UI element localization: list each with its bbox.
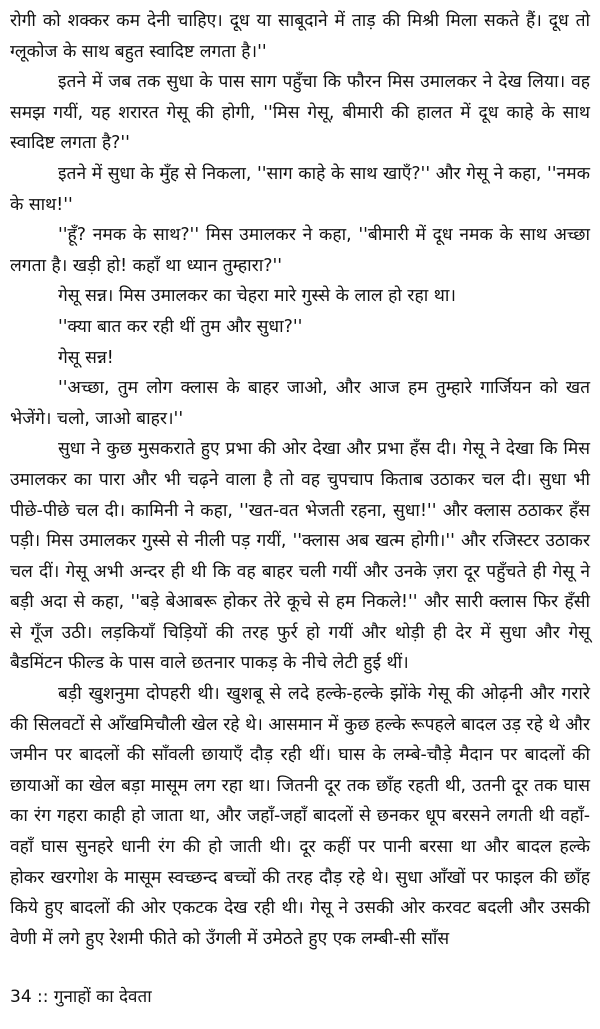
footer-separator: :: (37, 987, 49, 1007)
paragraph-10: बड़ी खुशनुमा दोपहरी थी। खुशबू से लदे हल्के-हल्के झोंके गेसू की ओढ़नी और गरारे की सिलवटों से आँखमिचौली खेल रहे थे। आसमान में कुछ हल्के रूपहले बादल उड़ रहे थे और जमीन पर बादलों की साँवली छायाएँ दौड़ रही थीं। घास के लम्बे-चौड़े मैदान पर बादलों की छायाओं का खेल बड़ा मासूम लग रहा था। जितनी दूर तक छाँह रहती थी, उतनी दूर तक घास का रंग गहरा काही हो जाता था, और जहाँ-जहाँ बादलों से छनकर धूप बरसने लगती थी वहाँ-वहाँ घास सुनहरे धानी रंग की हो जाती थी। दूर कहीं पर पानी बरसा था और बादल हल्के होकर खरगोश के मासूम स्वच्छन्द बच्चों की तरह दौड़ रहे थे। सुधा आँखों पर फाइल की छाँह किये हुए बादलों की ओर एकटक देख रही थी। गेसू ने उसकी ओर करवट बदली और उसकी वेणी में लगे हुए रेशमी फीते को उँगली में उमेठते हुए एक लम्बी-सी साँस (10, 684, 590, 949)
paragraph-3: इतने में सुधा के मुँह से निकला, ''साग काहे के साथ खाएँ?'' और गेसू ने कहा, ''नमक के साथ!'' (10, 163, 590, 215)
paragraph-6: ''क्या बात कर रही थीं तुम और सुधा?'' (58, 316, 303, 337)
paragraph-4: ''हूँ? नमक के साथ?'' मिस उमालकर ने कहा, ''बीमारी में दूध नमक के साथ अच्छा लगता है। खड़ी हो! कहाँ था ध्यान तुम्हारा?'' (10, 225, 590, 276)
page-footer (10, 985, 152, 1009)
book-title: गुनाहों का देवता (53, 987, 152, 1007)
page-number: 34 (10, 987, 32, 1007)
paragraph-2: इतने में जब तक सुधा के पास साग पहुँचा कि फौरन मिस उमालकर ने देख लिया। वह समझ गयीं, यह शरारत गेसू की होगी, ''मिस गेसू, बीमारी की हालत में दूध काहे के साथ स्वादिष्ट लगता है?'' (10, 72, 590, 154)
paragraph-9: सुधा ने कुछ मुसकराते हुए प्रभा की ओर देखा और प्रभा हँस दी। गेसू ने देखा कि मिस उमालकर का पारा और भी चढ़ने वाला है तो वह चुपचाप किताब उठाकर चल दी। सुधा भी पीछे-पीछे चल दी। कामिनी ने कहा, ''खत-वत भेजती रहना, सुधा!'' और क्लास ठठाकर हँस पड़ी। मिस उमालकर गुस्से से नीली पड़ गयीं, ''क्लास अब खत्म होगी।'' और रजिस्टर उठाकर चल दीं। गेसू अभी अन्दर ही थी कि वह बाहर चली गयीं और उनके ज़रा दूर पहुँचते ही गेसू ने बड़ी अदा से कहा, ''बड़े बेआबरू होकर तेरे कूचे से हम निकले!'' और सारी क्लास फिर हँसी से गूँज उठी। लड़कियाँ चिड़ियों की तरह फुर्र हो गयीं और थोड़ी ही देर में सुधा और गेसू बैडमिंटन फील्ड के पास वाले छतनार पाकड़ के नीचे लेटी हुई थीं। (10, 439, 590, 674)
paragraph-5: गेसू सन्न। मिस उमालकर का चेहरा मारे गुस्से के लाल हो रहा था। (58, 286, 456, 307)
paragraph-1: रोगी को शक्कर कम देनी चाहिए। दूध या साबूदाने में ताड़ की मिश्री मिला सकते हैं। दूध तो ग्लूकोज के साथ बहुत स्वादिष्ट लगता है।'' (10, 11, 590, 62)
body-text (10, 6, 590, 954)
paragraph-8: ''अच्छा, तुम लोग क्लास के बाहर जाओ, और आज हम तुम्हारे गार्जियन को खत भेजेंगे। चलो, जाओ बाहर।'' (10, 378, 590, 429)
paragraph-7: गेसू सन्न! (58, 347, 114, 368)
